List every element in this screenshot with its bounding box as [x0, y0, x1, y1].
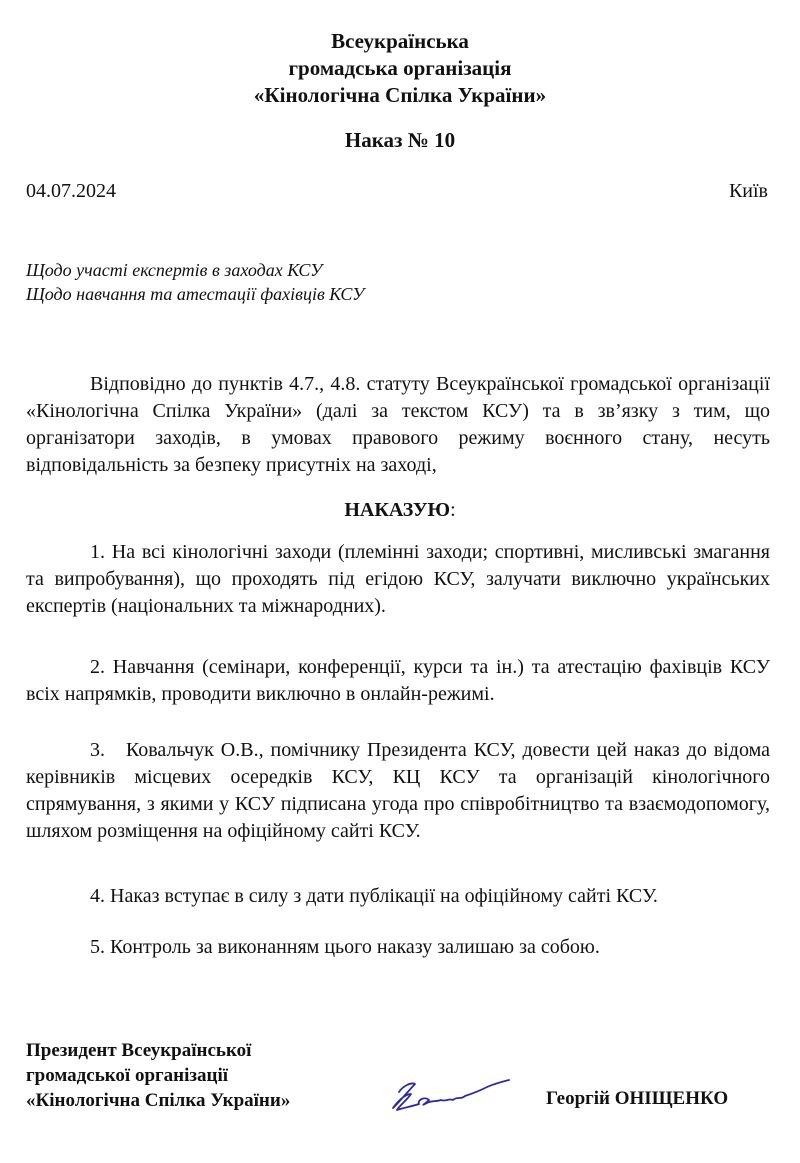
header-line-2: громадська організація — [288, 56, 512, 80]
header-line-3: «Кінологічна Спілка України» — [253, 83, 547, 107]
order-item-1: 1. На всі кінологічні заходи (племінні заходи; спортивні, мисливські змагання та випробування), що проходять під егідою КСУ, залучати виключно українських експертів (національних та міжнародних). — [26, 541, 770, 617]
signatory-name: Георгій ОНІЩЕНКО — [546, 1088, 729, 1109]
subject-line: Щодо участі експертів в заходах КСУ — [26, 260, 323, 280]
organization-header — [0, 28, 800, 109]
handwritten-signature-icon — [385, 1072, 515, 1117]
intro-paragraph: Відповідно до пунктів 4.7., 4.8. статуту Всеукраїнської громадської організації «Кінологічна Спілка України» (далі за текстом КСУ) та в зв’язку з тим, що організатори заходів, в умовах правового режиму воєнного стану, несуть відповідальність за безпеку присутніх на заході, — [26, 373, 770, 476]
header-line-1: Всеукраїнська — [331, 29, 469, 53]
order-item-5: 5. Контроль за виконанням цього наказу залишаю за собою. — [90, 936, 600, 958]
order-subjects — [26, 258, 364, 306]
order-title: Наказ № 10 — [344, 128, 456, 152]
decree-word: НАКАЗУЮ — [344, 499, 451, 521]
order-item-4: 4. Наказ вступає в силу з дати публікації на офіційному сайті КСУ. — [90, 885, 658, 907]
order-item-3: 3. Ковальчук О.В., помічнику Президента КСУ, довести цей наказ до відома керівників місцевих осередків КСУ, КЦ КСУ та організацій кінологічного спрямування, з якими у КСУ підписана угода про співробітництво та взаємодопомогу, шляхом розміщення на офіційному сайті КСУ. — [26, 739, 770, 842]
signatory-title-line-3: «Кінологічна Спілка України» — [26, 1090, 291, 1111]
signatory-title-line-1: Президент Всеукраїнської — [26, 1040, 252, 1061]
order-date: 04.07.2024 — [26, 180, 116, 202]
order-item-2: 2. Навчання (семінари, конференції, курси та ін.) та атестацію фахівців КСУ всіх напрямків, проводити виключно в онлайн-режимі. — [26, 656, 770, 705]
signatory-title-line-2: громадської організації — [26, 1065, 229, 1086]
decree-heading — [0, 499, 800, 522]
subject-line: Щодо навчання та атестації фахівців КСУ — [26, 284, 365, 304]
decree-colon: : — [450, 499, 456, 521]
signatory-title — [26, 1038, 290, 1113]
order-city: Київ — [728, 180, 768, 202]
